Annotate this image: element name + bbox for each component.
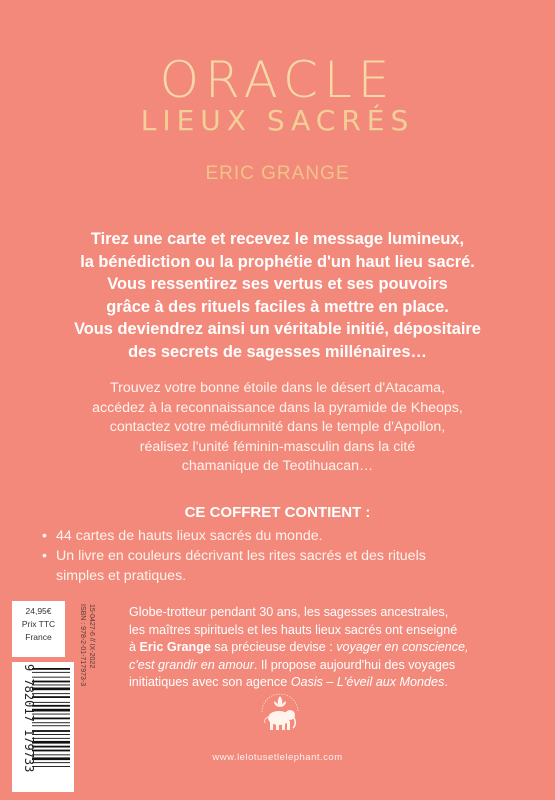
barcode-bar bbox=[32, 709, 70, 712]
examples-line: chamanique de Teotihuacan… bbox=[181, 458, 374, 475]
barcode-bar bbox=[32, 688, 70, 691]
bio-text: à bbox=[129, 640, 140, 655]
publisher-website: www.lelotusetlelephant.com bbox=[212, 752, 343, 763]
list-item-text: simples et pratiques. bbox=[56, 567, 187, 584]
price-amount: 24,95€ bbox=[25, 606, 52, 616]
isbn-line: ISBN : 978-2-01-717973-3 bbox=[79, 604, 86, 687]
blurb bbox=[0, 228, 555, 363]
bio-text: sa précieuse devise : bbox=[210, 640, 337, 655]
bio-line: les maîtres spirituels et les hauts lieux sacrés ont enseigné bbox=[129, 622, 458, 637]
price-country: France bbox=[25, 632, 52, 642]
barcode-bar bbox=[32, 722, 70, 723]
bio-motto: voyager en conscience, bbox=[336, 640, 469, 655]
barcode-bar bbox=[32, 730, 70, 732]
bio-author-name: Eric Grange bbox=[139, 640, 211, 655]
barcode-bar bbox=[32, 738, 70, 739]
blurb-line: la bénédiction ou la prophétie d'un haut lieu sacré. bbox=[80, 252, 475, 271]
bio-line bbox=[129, 657, 549, 675]
bio-text: initiatiques avec son agence bbox=[129, 675, 291, 690]
publisher-logo bbox=[252, 686, 308, 742]
examples-line: Trouvez votre bonne étoile dans le désert d'Atacama, bbox=[110, 380, 445, 396]
bio-line bbox=[129, 639, 549, 657]
barcode-bar bbox=[32, 741, 70, 744]
bullet: • bbox=[42, 547, 47, 564]
contents-heading: CE COFFRET CONTIENT : bbox=[184, 504, 371, 521]
barcode-bar bbox=[32, 714, 70, 715]
barcode-bar bbox=[32, 693, 70, 694]
barcode-bar bbox=[32, 746, 70, 748]
list-item-text: Un livre en couleurs décrivant les rites sacrés et des rituels bbox=[56, 547, 426, 564]
barcode-bar bbox=[32, 668, 70, 670]
bio-motto: c'est grandir en amour bbox=[129, 657, 254, 672]
list-item bbox=[42, 527, 542, 547]
bio-line bbox=[129, 674, 549, 692]
price-box bbox=[12, 601, 65, 657]
author-bio bbox=[129, 604, 549, 692]
barcode-bar bbox=[32, 705, 70, 707]
blurb-line: Vous ressentirez ses vertus et ses pouvoirs bbox=[107, 275, 448, 293]
book-subtitle: LIEUX SACRÉS bbox=[140, 104, 415, 137]
isbn-line: 15-0427-6 // IX-2022 bbox=[88, 604, 95, 669]
barcode-bar bbox=[32, 734, 70, 735]
barcode-bar bbox=[32, 672, 70, 673]
examples-paragraph bbox=[0, 379, 555, 477]
bio-agency: Oasis – L'éveil aux Mondes bbox=[290, 675, 445, 690]
author-name: ERIC GRANGE bbox=[205, 163, 350, 184]
blurb-line: des secrets de sagesses millénaires… bbox=[128, 342, 427, 361]
barcode-bar bbox=[32, 702, 70, 703]
bio-text: . bbox=[444, 675, 448, 690]
price-label: Prix TTC bbox=[21, 619, 56, 629]
list-item-text: 44 cartes de hauts lieux sacrés du monde. bbox=[56, 528, 323, 544]
blurb-line: Vous deviendrez ainsi un véritable initié, dépositaire bbox=[74, 320, 481, 338]
list-item bbox=[42, 547, 542, 587]
barcode-bar bbox=[32, 696, 70, 698]
barcode-bar bbox=[32, 677, 70, 678]
bullet: • bbox=[42, 528, 47, 544]
examples-line: accédez à la reconnaissance dans la pyramide de Kheops, bbox=[92, 399, 463, 416]
barcode-bar bbox=[32, 725, 70, 726]
barcode-bar bbox=[32, 766, 70, 767]
barcode-bar bbox=[32, 685, 70, 686]
barcode-digits: 9 782017 179733 bbox=[22, 664, 36, 773]
blurb-line: grâce à des rituels faciles à mettre en place. bbox=[106, 297, 449, 316]
contents-list bbox=[42, 527, 542, 586]
barcode-bar bbox=[32, 718, 70, 720]
barcode-bar bbox=[32, 681, 70, 683]
bio-line: Globe-trotteur pendant 30 ans, les sagesses ancestrales, bbox=[129, 605, 449, 619]
blurb-line: Tirez une carte et recevez le message lumineux, bbox=[90, 230, 465, 248]
book-title: ORACLE bbox=[159, 51, 396, 109]
examples-line: réalisez l'unité féminin-masculin dans la cité bbox=[139, 438, 416, 455]
elephant-logo-icon bbox=[252, 686, 308, 742]
examples-line: contactez votre médiumnité dans le temple d'Apollon, bbox=[109, 419, 446, 436]
bio-text: . Il propose aujourd'hui des voyages bbox=[253, 657, 456, 672]
isbn-block bbox=[78, 604, 96, 764]
